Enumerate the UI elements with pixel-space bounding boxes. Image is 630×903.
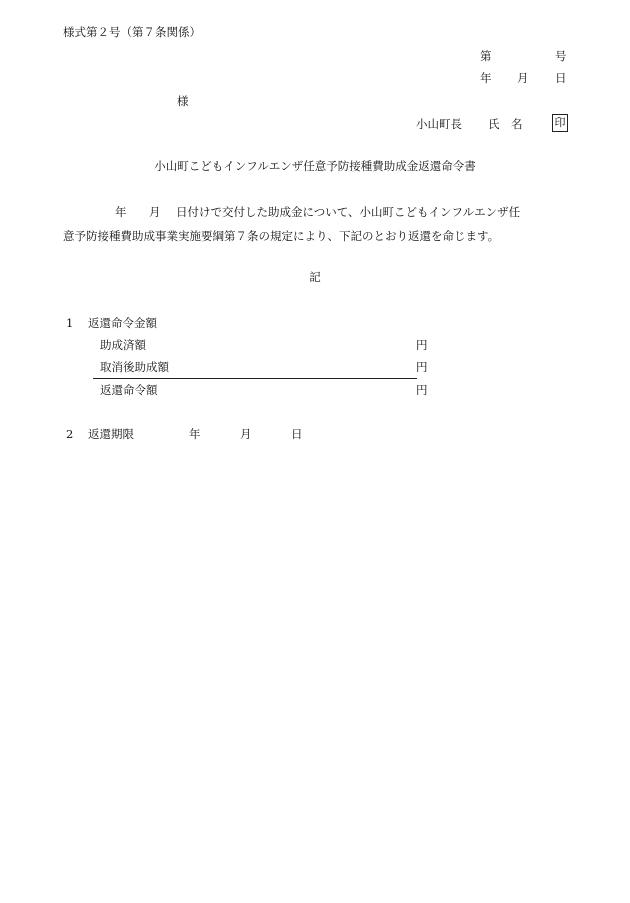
body-year: 年 (115, 205, 127, 219)
addressee-honorific: 様 (177, 94, 189, 108)
row-label-return-amount: 返還命令額 (100, 383, 158, 397)
document-number-suffix: 号 (555, 49, 567, 63)
deadline-year: 年 (189, 427, 201, 441)
issue-date-year: 年 (480, 71, 492, 85)
row-unit-return-amount: 円 (416, 383, 428, 397)
body-line-1-text: 日付けで交付した助成金について、小山町こどもインフルエンザ任 (176, 205, 521, 219)
row-unit-granted-amount: 円 (416, 338, 428, 352)
ki-heading: 記 (309, 270, 321, 284)
row-unit-post-cancel-amount: 円 (416, 360, 428, 374)
issue-date-month: 月 (517, 71, 529, 85)
section-1-number: 1 (66, 316, 74, 330)
row-label-post-cancel-amount: 取消後助成額 (100, 360, 169, 374)
seal-stamp: 印 (552, 114, 568, 132)
body-line-2: 意予防接種費助成事業実施要綱第７条の規定により、下記のとおり返還を命じます。 (63, 229, 500, 243)
issue-date-day: 日 (555, 71, 567, 85)
deadline-month: 月 (240, 427, 252, 441)
issuer-name-label: 氏 名 (488, 117, 523, 131)
subtotal-rule (93, 378, 417, 379)
section-1-title: 返還命令金額 (88, 316, 157, 330)
form-label: 様式第２号（第７条関係） (63, 25, 201, 39)
document-number-prefix: 第 (480, 49, 492, 63)
section-2-number: 2 (66, 427, 74, 441)
document-title: 小山町こどもインフルエンザ任意予防接種費助成金返還命令書 (154, 159, 476, 173)
row-label-granted-amount: 助成済額 (100, 338, 146, 352)
body-month: 月 (149, 205, 161, 219)
deadline-day: 日 (291, 427, 303, 441)
issuer-title: 小山町長 (416, 117, 462, 131)
section-2-title: 返還期限 (88, 427, 134, 441)
